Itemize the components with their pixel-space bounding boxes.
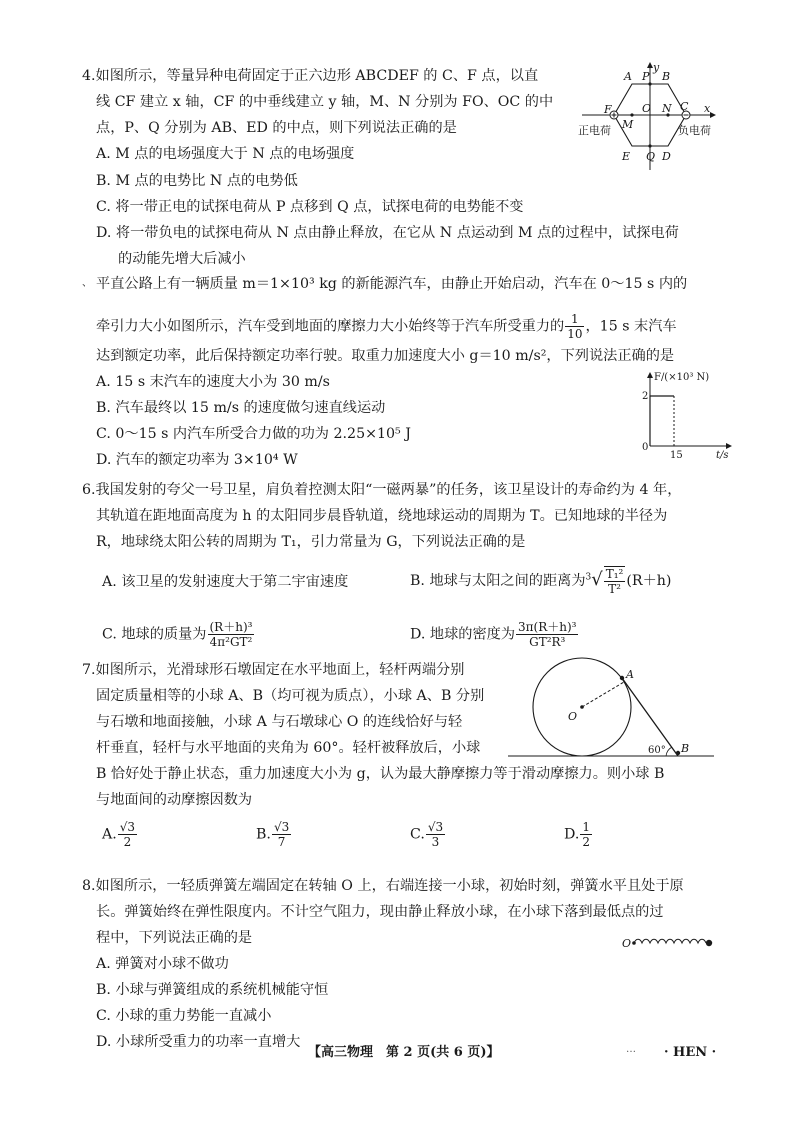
- y-axis-label: y: [653, 61, 660, 74]
- svg-text:D: D: [662, 150, 671, 163]
- svg-text:P: P: [642, 70, 650, 83]
- q7-line-3: 与石墩和地面接触，小球 A 与石墩球心 O 的连线恰好与轻: [96, 714, 463, 730]
- q6-option-a: A. 该卫星的发射速度大于第二宇宙速度: [102, 574, 349, 590]
- q8-line-2: 长。弹簧始终在弹性限度内。不计空气阻力，现由静止释放小球，在小球下落到最低点的过: [96, 904, 664, 920]
- q5-option-b: B. 汽车最终以 15 m/s 的速度做匀速直线运动: [96, 400, 386, 416]
- q5-line-3: 达到额定功率，此后保持额定功率行驶。取重力加速度大小 g＝10 m/s²，下列说法正确的是: [96, 348, 675, 364]
- chart-series: [650, 396, 674, 446]
- q6-option-c: C. 地球的质量为 $\frac{\text{(R＋h)³}}{\text{4π²GT²}}$: [102, 620, 253, 649]
- chart-xtick: 15: [670, 450, 683, 460]
- point-a-label: A: [626, 668, 634, 681]
- q6-line-3: R，地球绕太阳公转的周期为 T₁，引力常量为 G，下列说法正确的是: [96, 534, 526, 550]
- svg-text:B: B: [662, 70, 671, 83]
- q7-line-6: 与地面间的动摩擦因数为: [96, 792, 253, 808]
- q7-line-5: B 恰好处于静止状态，重力加速度大小为 g，认为最大静摩擦力等于滑动摩擦力。则小球 B: [96, 766, 665, 782]
- q7-option-d: D. $\frac{1}{2}$: [564, 820, 591, 849]
- angle-label: 60°: [648, 745, 666, 756]
- x-axis-label: x: [704, 102, 711, 115]
- q7-option-a: A. $\frac{√3}{2}$: [102, 820, 136, 849]
- point-b-label: B: [681, 742, 690, 755]
- svg-text:M: M: [622, 118, 634, 131]
- q5-marker: 、: [82, 278, 92, 289]
- q6-option-d: D. 地球的密度为 $\frac{\text{3π(R＋h)³}}{\text{GT²R³}}$: [410, 620, 577, 649]
- q6-option-b: B. 地球与太阳之间的距离为$^3$√ $\frac{\text{T₁²}}{\text{T²}}$ (R＋h): [410, 567, 672, 596]
- page-footer: 【高三物理 第 2 页(共 6 页)】: [308, 1045, 500, 1060]
- q4-option-d-cont: 的动能先增大后减小: [118, 251, 246, 267]
- q5-option-a: A. 15 s 末汽车的速度大小为 30 m/s: [96, 374, 330, 390]
- q4-line-1: 4.如图所示，等量异种电荷固定于正六边形 ABCDEF 的 C、F 点，以直: [82, 68, 539, 84]
- q8-line-1: 8.如图所示，一轻质弹簧左端固定在转轴 O 上，右端连接一小球，初始时刻，弹簧水平且处于原: [82, 878, 684, 894]
- chart-xlabel: t/s: [716, 450, 729, 460]
- q8-option-c: C. 小球的重力势能一直减小: [96, 1008, 272, 1024]
- chart-ytick: 2: [642, 391, 649, 402]
- q7-option-b: B. $\frac{√3}{7}$: [256, 820, 290, 849]
- pivot-o-label: O: [622, 937, 632, 950]
- q8-option-d: D. 小球所受重力的功率一直增大: [96, 1034, 301, 1050]
- q8-line-3: 程中，下列说法正确的是: [96, 930, 253, 946]
- q8-option-b: B. 小球与弹簧组成的系统机械能守恒: [96, 982, 329, 998]
- q4-hexagon-figure: [576, 60, 724, 176]
- force-line: [650, 396, 674, 446]
- q8-spring-figure: [620, 932, 720, 952]
- q5-option-d: D. 汽车的额定功率为 3×10⁴ W: [96, 452, 298, 468]
- svg-text:Q: Q: [646, 150, 656, 163]
- svg-text:F: F: [604, 103, 612, 116]
- svg-text:A: A: [624, 70, 632, 83]
- footer-mark: …: [626, 1044, 636, 1055]
- q7-line-2: 固定质量相等的小球 A、B（均可视为质点），小球 A、B 分别: [96, 688, 485, 704]
- svg-text:C: C: [680, 100, 689, 113]
- chart-ylabel: F/(×10³ N): [654, 372, 710, 383]
- q4-option-b: B. M 点的电势比 N 点的电势低: [96, 173, 298, 189]
- q4-option-a: A. M 点的电场强度大于 N 点的电场强度: [96, 146, 355, 162]
- q5-line-2: 牵引力大小如图所示，汽车受到地面的摩擦力大小始终等于汽车所受重力的 $\frac{1}{10}$ ，15 s 末汽车: [96, 312, 677, 341]
- q5-line-1: 平直公路上有一辆质量 m＝1×10³ kg 的新能源汽车，由静止开始启动，汽车在 0～15 s 内的: [96, 276, 688, 292]
- negative-charge-label: 负电荷: [678, 124, 711, 137]
- q4-option-d: D. 将一带负电的试探电荷从 N 点由静止释放，在它从 N 点运动到 M 点的过程中，试探电荷: [96, 225, 679, 241]
- chart-origin: 0: [642, 442, 649, 453]
- q7-line-1: 7.如图所示，光滑球形石墩固定在水平地面上，轻杆两端分别: [82, 662, 465, 678]
- q4-option-c: C. 将一带正电的试探电荷从 P 点移到 Q 点，试探电荷的电势能不变: [96, 199, 524, 215]
- q8-option-a: A. 弹簧对小球不做功: [96, 956, 229, 972]
- svg-text:N: N: [662, 102, 672, 115]
- q4-line-2: 线 CF 建立 x 轴，CF 的中垂线建立 y 轴，M、N 分别为 FO、OC 的中: [96, 94, 554, 110]
- q5-option-c: C. 0～15 s 内汽车所受合力做的功为 2.25×10⁵ J: [96, 426, 411, 442]
- q7-option-c: C. $\frac{√3}{3}$: [410, 820, 444, 849]
- q7-sphere-figure: [508, 652, 718, 762]
- q6-line-2: 其轨道在距地面高度为 h 的太阳同步晨昏轨道，绕地球运动的周期为 T。已知地球的半径为: [96, 508, 668, 524]
- q6-line-1: 6.我国发射的夸父一号卫星，肩负着控测太阳“一磁两暴”的任务，该卫星设计的寿命约为 4 年，: [82, 482, 682, 498]
- exam-code: · HEN ·: [664, 1045, 717, 1060]
- positive-charge-label: 正电荷: [578, 124, 611, 137]
- svg-text:O: O: [642, 102, 652, 115]
- svg-text:E: E: [622, 150, 631, 163]
- q7-line-4: 杆垂直，轻杆与水平地面的夹角为 60°。轻杆被释放后，小球: [96, 740, 481, 756]
- q4-line-3: 点，P、Q 分别为 AB、ED 的中点，则下列说法正确的是: [96, 120, 457, 136]
- point-o-label: O: [568, 710, 578, 723]
- q5-force-time-chart: [630, 370, 740, 460]
